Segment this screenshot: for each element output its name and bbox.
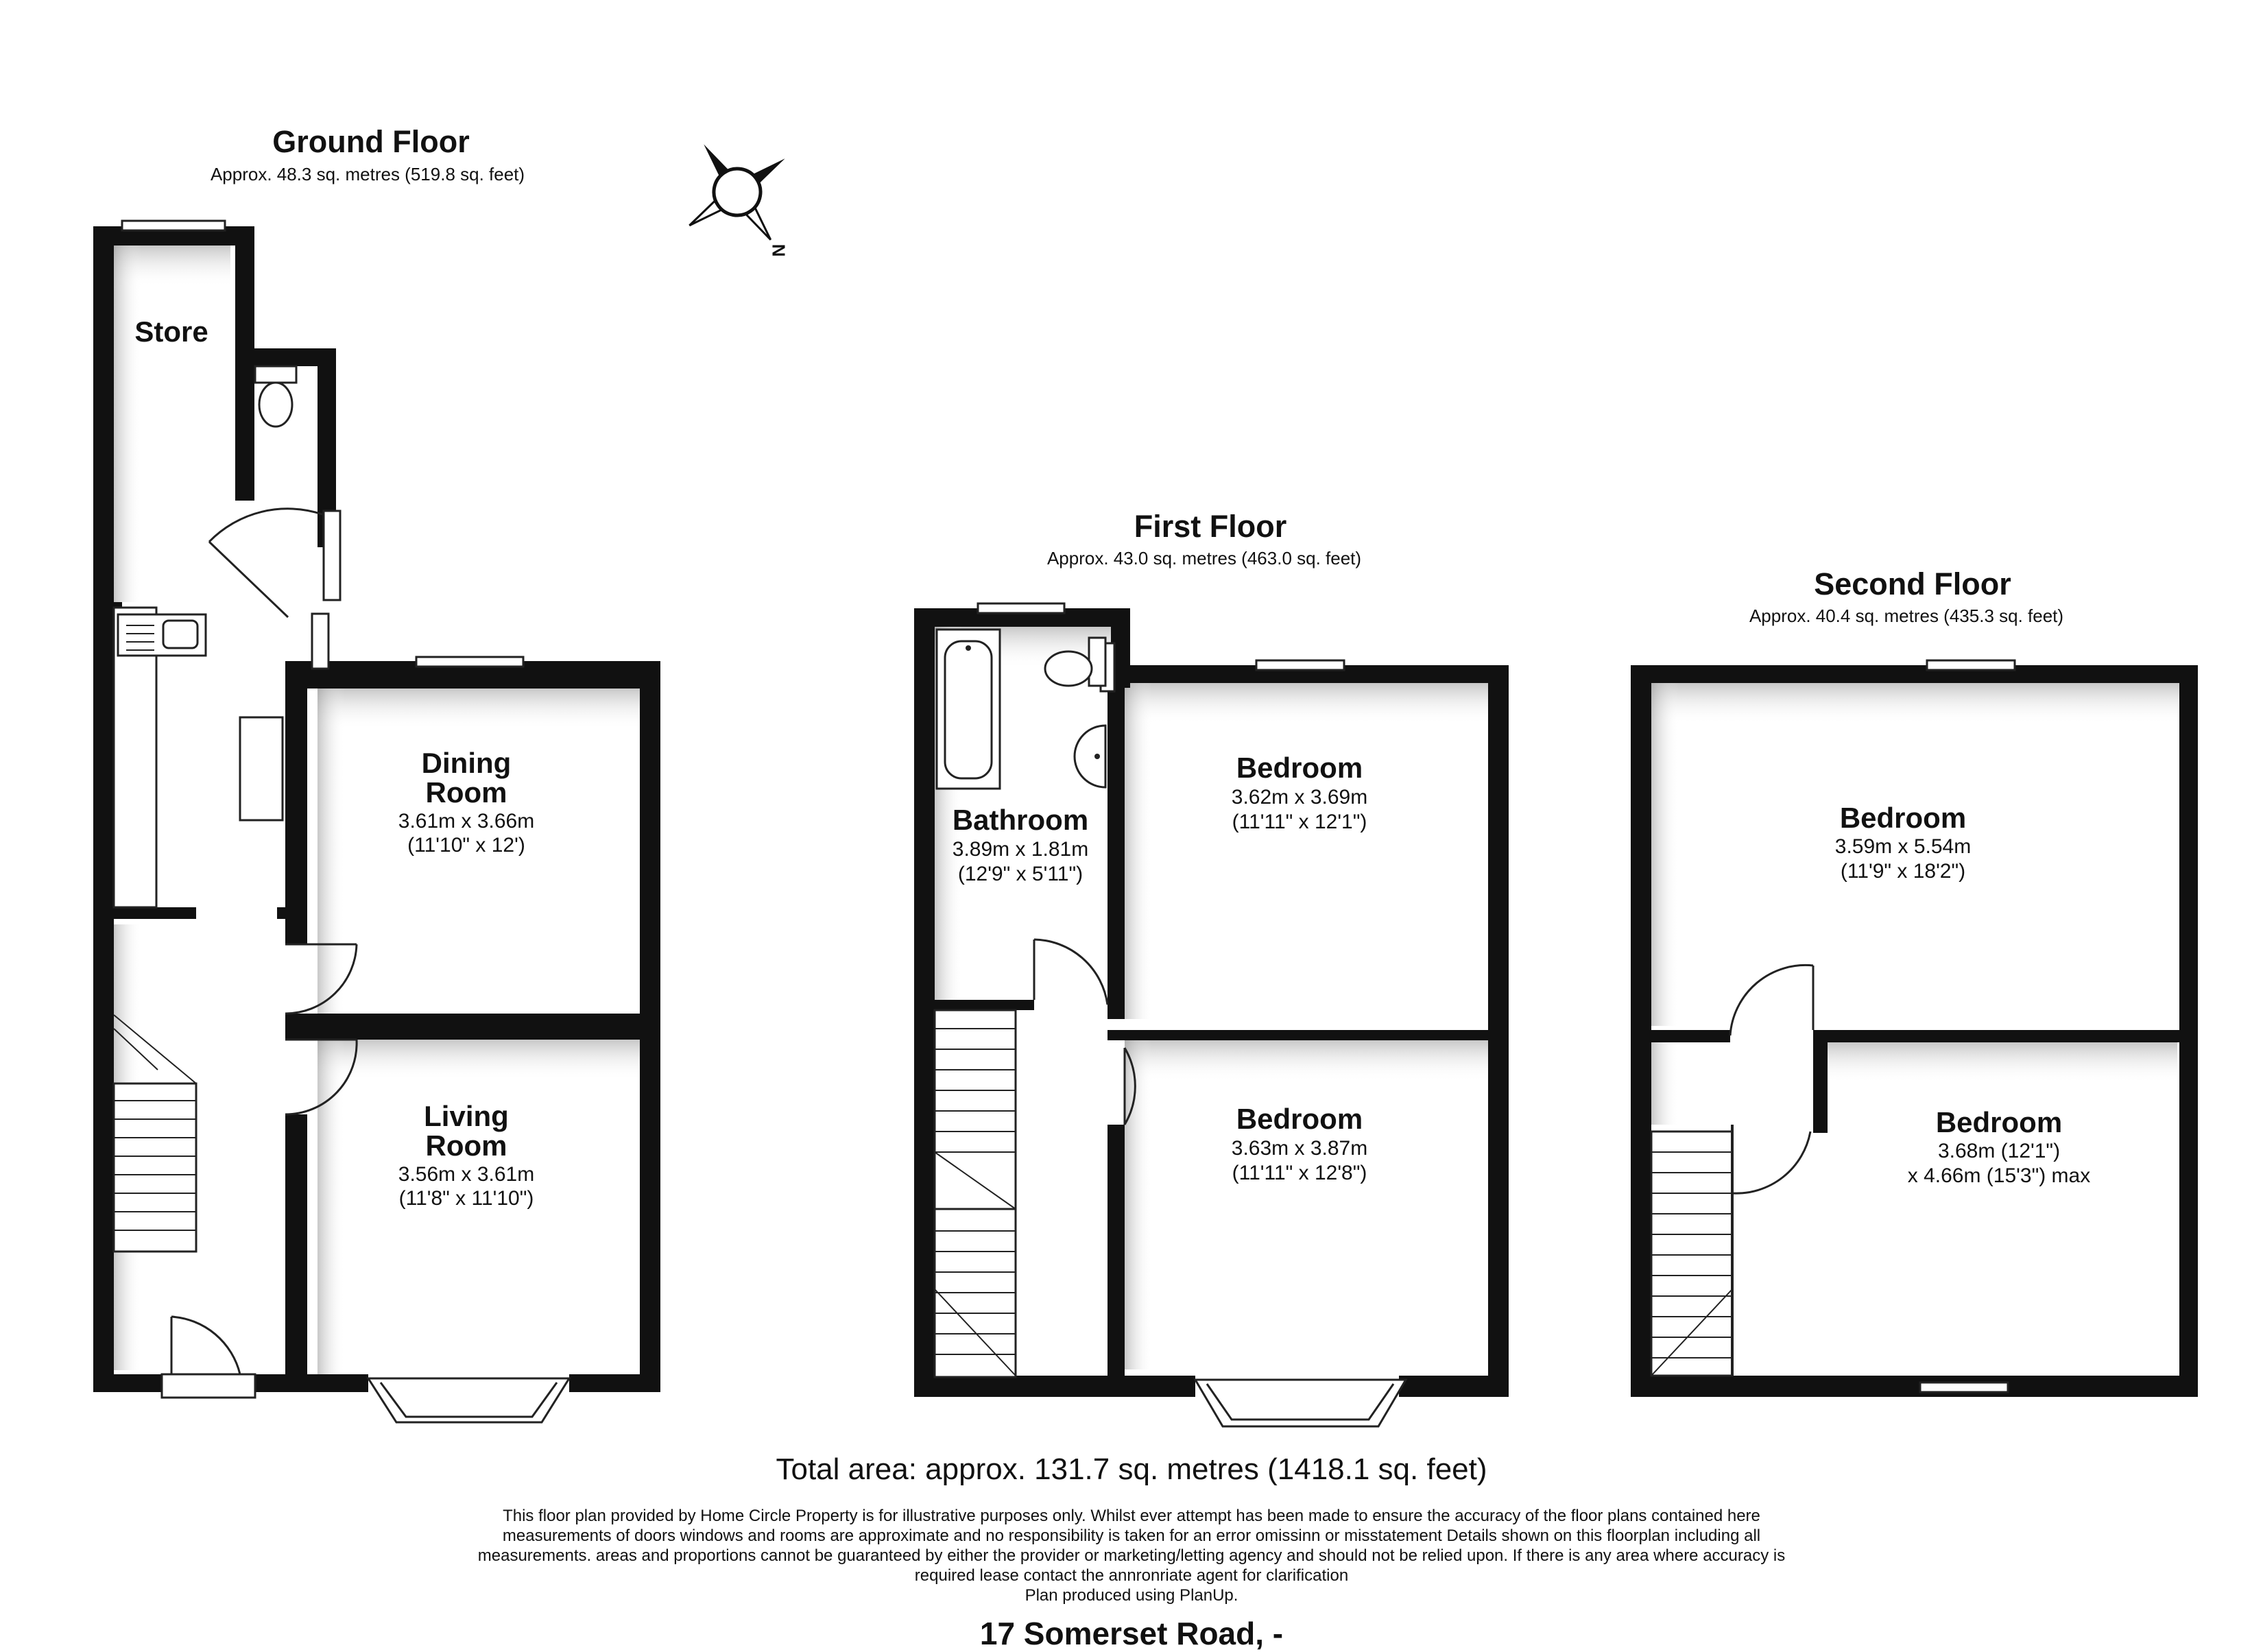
second-front-bedroom-dims-1: 3.68m (12'1")	[1937, 1140, 2061, 1162]
first-floor-area: Approx. 43.0 sq. metres (463.0 sq. feet)	[1046, 548, 1362, 568]
ground-floor-title: Ground Floor	[272, 124, 470, 159]
dining-room-name-1: Dining	[421, 747, 512, 779]
property-address: 17 Somerset Road, -	[979, 1616, 1284, 1651]
bathroom-dims-m: 3.89m x 1.81m	[952, 838, 1089, 861]
ground-floor-area: Approx. 48.3 sq. metres (519.8 sq. feet)	[210, 164, 525, 184]
second-front-bedroom-dims-2: x 4.66m (15'3") max	[1907, 1164, 2091, 1187]
first-floor-bay-window	[1195, 1380, 1406, 1426]
living-room-bay-window	[368, 1378, 569, 1422]
living-room-dims-ft: (11'8" x 11'10")	[398, 1187, 534, 1210]
bath-icon	[937, 630, 1000, 789]
toilet-icon	[255, 366, 296, 427]
compass-north-label: N	[768, 243, 789, 257]
first-floor-title: First Floor	[1134, 509, 1287, 544]
living-room-dims-m: 3.56m x 3.61m	[398, 1163, 535, 1186]
bathroom-window	[978, 603, 1064, 613]
first-rear-bedroom-name: Bedroom	[1236, 752, 1363, 784]
basin-icon	[1075, 726, 1105, 787]
disclaimer-block	[0, 1506, 2263, 1605]
second-rear-bedroom-dims-ft: (11'9" x 18'2")	[1840, 860, 1966, 883]
second-front-bedroom-window	[1920, 1382, 2008, 1392]
ground-floor	[93, 124, 660, 1422]
second-floor-title: Second Floor	[1814, 566, 2011, 601]
first-front-bedroom-name: Bedroom	[1236, 1103, 1363, 1135]
second-floor-area: Approx. 40.4 sq. metres (435.3 sq. feet)	[1749, 606, 2064, 626]
first-rear-bedroom-dims-ft: (11'11" x 12'1")	[1232, 811, 1367, 833]
disclaimer-line: This floor plan provided by Home Circle Property is for illustrative purposes only. Whilst ever attempt has been made to ensure the accuracy of the floor plans contained here	[503, 1507, 1760, 1525]
store-window	[122, 221, 225, 230]
hob-unit	[240, 717, 283, 820]
living-room-name-1: Living	[424, 1100, 509, 1132]
first-floor	[914, 509, 1509, 1426]
second-floor-doors	[1730, 965, 1813, 1193]
first-front-bedroom-dims-ft: (11'11" x 12'8")	[1232, 1162, 1367, 1184]
second-floor-stairs	[1651, 1125, 1732, 1376]
living-room-name-2: Room	[425, 1129, 507, 1162]
wc-window	[324, 511, 340, 600]
disclaimer-line: measurements of doors windows and rooms are approximate and no responsibility is taken for an error omissinn or misstatement Details shown on this floorplan including all	[502, 1527, 1761, 1545]
store-label: Store	[134, 315, 208, 348]
sink-icon	[118, 614, 206, 656]
bathroom-dims-ft: (12'9" x 5'11")	[957, 863, 1083, 885]
first-floor-stairs	[935, 1010, 1016, 1377]
dining-room-dims-ft: (11'10" x 12')	[407, 834, 525, 857]
second-rear-bedroom-window	[1927, 660, 2015, 670]
first-front-bedroom-dims-m: 3.63m x 3.87m	[1231, 1137, 1368, 1160]
dining-window	[416, 657, 523, 667]
second-front-bedroom-name: Bedroom	[1935, 1106, 2063, 1138]
front-door-step	[162, 1374, 255, 1398]
disclaimer-line: required lease contact the annronriate agent for clarification	[914, 1566, 1349, 1585]
side-window	[312, 614, 328, 669]
compass-rose-icon	[656, 111, 833, 294]
second-rear-bedroom-name: Bedroom	[1839, 802, 1967, 834]
second-rear-bedroom-dims-m: 3.59m x 5.54m	[1834, 835, 1972, 858]
bathroom-name: Bathroom	[952, 804, 1089, 836]
dining-room-name-2: Room	[425, 776, 507, 809]
dining-room-dims-m: 3.61m x 3.66m	[398, 810, 535, 833]
disclaimer-line: measurements. areas and proportions cannot be guaranteed by either the provider or marketing/letting agency and should not be relied upon. If there is any area where accuracy is	[477, 1546, 1786, 1565]
first-rear-bedroom-window	[1256, 660, 1344, 670]
total-area: Total area: approx. 131.7 sq. metres (1418.1 sq. feet)	[776, 1452, 1487, 1486]
disclaimer-line: Plan produced using PlanUp.	[1025, 1586, 1238, 1605]
second-floor	[1631, 566, 2198, 1397]
first-rear-bedroom-dims-m: 3.62m x 3.69m	[1231, 786, 1368, 809]
